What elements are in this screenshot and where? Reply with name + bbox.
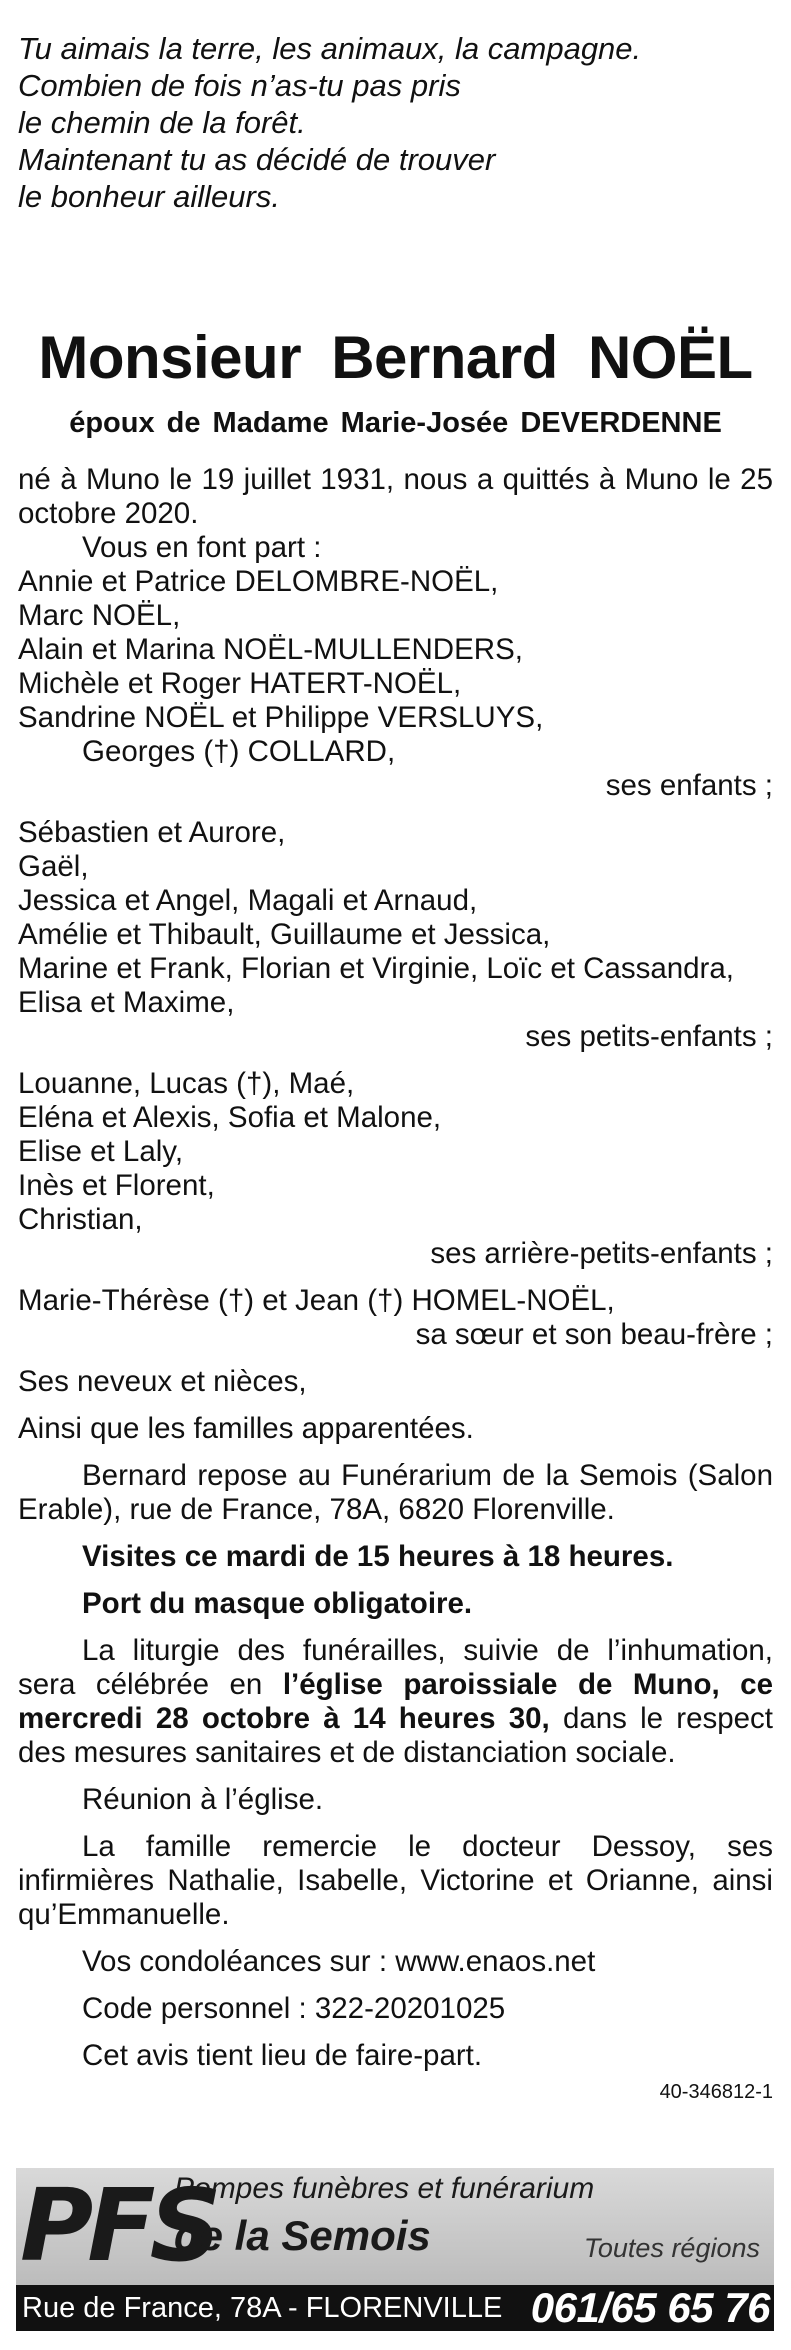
poem xyxy=(18,30,773,215)
liturgy-text-end: dans le respect des mesures sanitaires et de distanciation sociale. xyxy=(18,1702,773,1769)
pfs-logo: PFS xyxy=(20,2167,216,2284)
obituary xyxy=(18,30,773,2103)
obituary-body xyxy=(18,463,773,2073)
code-line: Code personnel : 322-20201025 xyxy=(82,1992,506,2025)
family-line: Ainsi que les familles apparentées. xyxy=(18,1412,474,1445)
contact-address: Rue de France, 78A - FLORENVILLE xyxy=(22,2292,503,2324)
relation-label: ses arrière-petits-enfants ; xyxy=(430,1237,773,1270)
banner-company: de la Semois xyxy=(174,2212,431,2259)
family-line: Gaël, xyxy=(18,850,89,883)
birth-statement: né à Muno le 19 juillet 1931, nous a quittés à Muno le 25 octobre 2020. xyxy=(18,463,773,530)
condolences-line: Vos condoléances sur : www.enaos.net xyxy=(82,1945,596,1978)
family-line: Jessica et Angel, Magali et Arnaud, xyxy=(18,884,478,917)
liturgy-paragraph xyxy=(18,1634,773,1770)
family-line: Amélie et Thibault, Guillaume et Jessica, xyxy=(18,918,551,951)
family-line: Christian, xyxy=(18,1203,143,1236)
family-line: Marie-Thérèse (†) et Jean (†) HOMEL-NOËL, xyxy=(18,1284,615,1317)
family-line: Alain et Marina NOËL-MULLENDERS, xyxy=(18,633,523,666)
banner-background xyxy=(16,2168,774,2285)
contact-phone: 061/65 65 76 xyxy=(530,2284,770,2331)
poem-line: Tu aimais la terre, les animaux, la campagne. xyxy=(18,31,642,66)
relation-label: ses enfants ; xyxy=(605,769,773,802)
family-line: Michèle et Roger HATERT-NOËL, xyxy=(18,667,462,700)
banner-regions: Toutes régions xyxy=(583,2233,760,2263)
family-line: Elise et Laly, xyxy=(18,1135,184,1168)
notice-line: Cet avis tient lieu de faire-part. xyxy=(82,2039,483,2072)
relation-label: sa sœur et son beau-frère ; xyxy=(415,1318,773,1351)
family-line: Louanne, Lucas (†), Maé, xyxy=(18,1067,355,1100)
rest-paragraph: Bernard repose au Funérarium de la Semois (Salon Erable), rue de France, 78A, 6820 Florenville. xyxy=(18,1459,773,1526)
mask-line: Port du masque obligatoire. xyxy=(82,1587,473,1620)
deceased-name: Monsieur Bernard NOËL xyxy=(38,324,753,391)
visits-line: Visites ce mardi de 15 heures à 18 heures. xyxy=(82,1540,674,1573)
family-line: Georges (†) COLLARD, xyxy=(82,735,396,768)
family-line: Elisa et Maxime, xyxy=(18,986,235,1019)
poem-line: le chemin de la forêt. xyxy=(18,105,306,140)
family-line: Eléna et Alexis, Sofia et Malone, xyxy=(18,1101,442,1134)
family-line: Annie et Patrice DELOMBRE-NOËL, xyxy=(18,565,499,598)
family-line: Marine et Frank, Florian et Virginie, Loïc et Cassandra, xyxy=(18,952,734,985)
thanks-paragraph: La famille remercie le docteur Dessoy, ses infirmières Nathalie, Isabelle, Victorine et Orianne, ainsi qu’Emmanuelle. xyxy=(18,1830,773,1931)
poem-line: Combien de fois n’as-tu pas pris xyxy=(18,68,461,103)
intro-line: Vous en font part : xyxy=(82,531,322,564)
funeral-home-banner xyxy=(16,2168,774,2333)
poem-line: le bonheur ailleurs. xyxy=(18,179,280,214)
contact-bar xyxy=(16,2285,774,2331)
reference-number: 40-346812-1 xyxy=(659,2081,773,2103)
spouse-line: époux de Madame Marie-Josée DEVERDENNE xyxy=(69,407,722,439)
family-line: Inès et Florent, xyxy=(18,1169,215,1202)
poem-line: Maintenant tu as décidé de trouver xyxy=(18,142,496,177)
family-line: Marc NOËL, xyxy=(18,599,181,632)
relation-label: ses petits-enfants ; xyxy=(525,1020,773,1053)
family-line: Ses neveux et nièces, xyxy=(18,1365,307,1398)
family-line: Sandrine NOËL et Philippe VERSLUYS, xyxy=(18,701,544,734)
family-line: Sébastien et Aurore, xyxy=(18,816,286,849)
banner-tagline: Pompes funèbres et funérarium xyxy=(174,2172,595,2205)
liturgy-place: l’église paroissiale de Muno, ce mercredi 28 octobre à 14 heures 30, xyxy=(18,1668,773,1735)
meeting-line: Réunion à l’église. xyxy=(82,1783,324,1816)
liturgy-text: La liturgie des funérailles, suivie de l’inhumation, sera célébrée en xyxy=(18,1634,773,1701)
